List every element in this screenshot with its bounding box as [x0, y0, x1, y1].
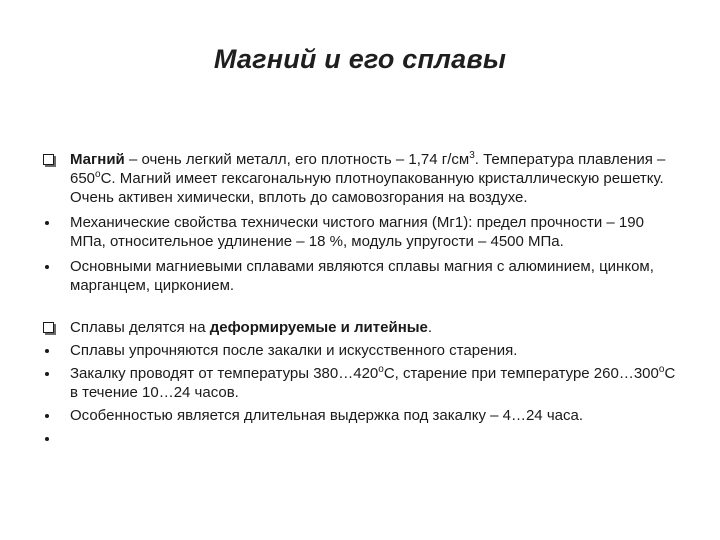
superscript: o — [95, 169, 101, 180]
superscript: о — [378, 364, 384, 375]
list-item-hardening — [42, 341, 682, 360]
text-segment: . — [427, 319, 433, 336]
superscript: 3 — [469, 150, 475, 161]
text-segment: – очень легкий металл, его плотность – 1,74 г/см — [124, 151, 470, 168]
text-segment: С, старение при температуре 260…300 — [383, 365, 659, 382]
text-segment: Закалку проводят от температуры 380…420 — [70, 365, 379, 382]
bullet-icon — [42, 213, 62, 232]
item-text: Основными магниевыми сплавами являются сплавы магния с алюминием, цинком, марганцем, цирконием. — [70, 258, 654, 294]
list-item-magnesium — [42, 150, 682, 207]
item-text: Механические свойства технически чистого магния (Мг1): предел прочности – 190 МПа, относительное удлинение – 18 %, модуль упругости – 4500 МПа. — [70, 214, 644, 250]
text-segment: С в течение 10…24 часов. — [70, 365, 676, 401]
list-item-empty — [42, 429, 682, 448]
bold-text: деформируемые и литейные — [209, 319, 428, 336]
checkbox-icon — [42, 318, 62, 337]
content-list — [42, 150, 682, 448]
list-item-feature — [42, 406, 682, 425]
bullet-icon — [42, 406, 62, 425]
bullet-icon — [42, 429, 62, 448]
item-text: Сплавы упрочняются после закалки и искусственного старения. — [70, 342, 518, 359]
list-item-alloy-types — [42, 318, 682, 337]
item-text: Особенностью является длительная выдержка под закалку – 4…24 часа. — [70, 407, 583, 424]
list-item-alloys — [42, 257, 682, 295]
checkbox-icon — [42, 150, 62, 169]
superscript: о — [658, 364, 665, 375]
term-magnesium: Магний — [70, 151, 125, 168]
text-segment: . Температура плавления – 650 — [70, 151, 666, 187]
list-item-quenching — [42, 364, 682, 402]
bullet-icon — [42, 364, 62, 383]
bullet-icon — [42, 257, 62, 276]
slide-title: Магний и его сплавы — [213, 44, 507, 74]
text-segment: С. Магний имеет гексагональную плотноупакованную кристаллическую решетку. Очень активен химически, вплоть до самовозгорания на воздухе. — [70, 170, 664, 206]
list-item-mechanical — [42, 213, 682, 251]
text-segment: Сплавы делятся на — [70, 319, 210, 336]
bullet-icon — [42, 341, 62, 360]
